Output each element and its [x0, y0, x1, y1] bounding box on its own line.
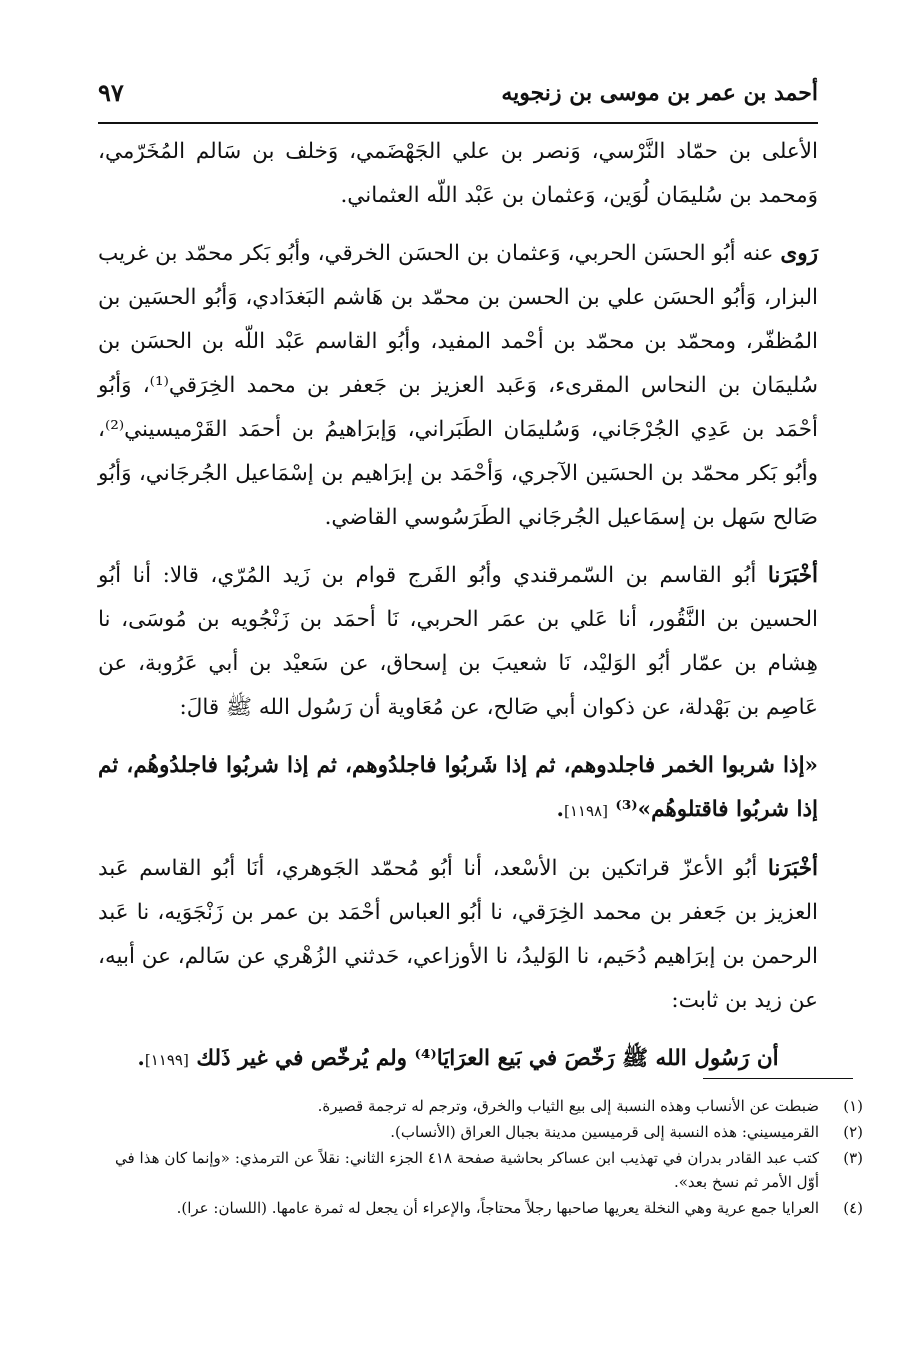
footnote-divider	[703, 1078, 853, 1079]
hadith-number-1198: [١١٩٨]	[563, 802, 608, 820]
footnote-number: (٤)	[843, 1199, 863, 1217]
running-title: أحمد بن عمر بن موسى بن زنجويه	[501, 80, 818, 106]
paragraph-lead: رَوى	[780, 241, 818, 266]
footnote-text: القرميسيني: هذه النسبة إلى قرميسين مدينة بجبال العراق (الأنساب).	[390, 1123, 819, 1141]
footnotes	[115, 1094, 863, 1222]
footnote	[115, 1146, 863, 1194]
paragraph-isnad-1	[98, 554, 818, 730]
page-header	[98, 74, 818, 124]
footnote-number: (٢)	[843, 1123, 863, 1141]
page-number: ٩٧	[98, 78, 124, 107]
paragraph-text: الأعلى بن حمّاد النَّرْسي، وَنصر بن علي الجَهْضَمي، وَخلف بن سَالم المُخَرّمي، وَمحمد بن سُليمَان لُوَين، وَعثمان بن عَبْد اللّه العثماني.	[98, 139, 818, 208]
footnote	[115, 1094, 863, 1118]
paragraph-lead: أخْبَرَنا	[767, 563, 818, 588]
footnote-text: ضبطت عن الأنساب وهذه النسبة إلى بيع الثياب والخرق، وترجم له ترجمة قصيرة.	[317, 1097, 819, 1115]
paragraph-text: عنه أبُو الحسَن الحربي، وَعثمان بن الحسَن الخرقي، وأبُو بَكر محمّد بن غريب البزار، وَأبُو الحسَن علي بن الحسن بن محمّد بن هَاشم البَغدَادي، وَأبُو الحسَين بن المُظفّر، ومحمّد بن محمّد بن أحْمد المفيد، وأبُو القاسم عَبْد اللّه بن الحسَن بن سُليمَان بن النحاس المقرىء، وَعَبد العزيز بن جَعفر بن محمد الخِرَقي⁽¹⁾، وَأبُو أحْمَد بن عَدِي الجُرْجَاني، وَسُليمَان الطَبَراني، وَإبرَاهيمُ بن أحمَد القَرْميسيني⁽²⁾، وأبُو بَكر محمّد بن الحسَين الآجري، وَأحْمَد بن إبرَاهيم بن إسْمَاعيل الجُرجَاني، وَأبُو صَالح سَهل بن إسمَاعيل الجُرجَاني الطَرَسُوسي القاضي.	[98, 241, 818, 530]
hadith-quote-2: أن رَسُول الله ﷺ رَخّصَ في بَيع العرَايَا⁽⁴⁾ ولم يُرخّص في غير ذَلك [١١٩٩].	[137, 1046, 779, 1071]
main-text	[98, 130, 818, 1096]
quote-text: «إذا شربوا الخمر فاجلدوهم، ثم إذا شَربُوا فاجلدُوهم، ثم إذا شربُوا فاجلدُوهُم، ثم إذا شربُوا فاقتلوهُم»⁽³⁾	[98, 753, 818, 822]
paragraph-text: أبُو الأعزّ قراتكين بن الأسْعد، أنا أبُو مُحمّد الجَوهري، أنَا أبُو القاسم عَبد العزيز بن جَعفر بن محمد الخِرَقي، نا أبُو العباس أحْمَد بن عمر بن زَنْجَوَيه، نا عَبد الرحمن بن إبرَاهيم دُحَيم، نا الوَليدُ، نا الأوزاعي، حَدثني الزُهْري عن سَالم، عن أبيه، عن زيد بن ثابت:	[98, 856, 818, 1013]
paragraph-lead: أخْبَرَنا	[767, 856, 818, 881]
paragraph-students	[98, 232, 818, 540]
footnote-text: كتب عبد القادر بدران في تهذيب ابن عساكر بحاشية صفحة ٤١٨ الجزء الثاني: نقلاً عن الترمذي: «وإنما كان هذا في أوّل الأمر ثم نسخ بعد».	[115, 1149, 819, 1191]
paragraph-teachers	[98, 130, 818, 218]
paragraph-isnad-2	[98, 847, 818, 1023]
footnote	[115, 1196, 863, 1220]
paragraph-text: أبُو القاسم بن السّمرقندي وأبُو الفَرج قوام بن زَيد المُرّي، قالا: أنا أبُو الحسين بن النَّقُور، أنا عَلي بن عمَر الحربي، نَا أحمَد بن زَنْجُويه بن مُوسَى، نا هِشام بن عمّار أبُو الوَليْد، نَا شعيبَ بن إسحاق، عن سَعيْد بن أبي عَرُوبة، عن عَاصِم بن بَهْدلة، عن ذكوان أبي صَالح، عن مُعَاوية أن رَسُول الله ﷺ قالَ:	[98, 563, 818, 720]
hadith-quote-1: «إذا شربوا الخمر فاجلدوهم، ثم إذا شَربُوا فاجلدُوهم، ثم إذا شربُوا فاجلدُوهُم، ثم إذا شربُوا فاقتلوهُم»⁽³⁾ [١١٩٨].	[98, 753, 818, 822]
footnote-number: (١)	[843, 1097, 863, 1115]
quote-text: أن رَسُول الله ﷺ رَخّصَ في بَيع العرَايَا⁽⁴⁾ ولم يُرخّص في غير ذَلك	[196, 1046, 779, 1071]
footnote-text: العرايا جمع عرية وهي النخلة يعريها صاحبها رجلاً محتاجاً، والإعراء أن يجعل له ثمرة عامها. (اللسان: عرا).	[176, 1199, 819, 1217]
footnote	[115, 1120, 863, 1144]
hadith-number-1199: [١١٩٩]	[144, 1051, 189, 1069]
footnote-number: (٣)	[843, 1149, 863, 1167]
